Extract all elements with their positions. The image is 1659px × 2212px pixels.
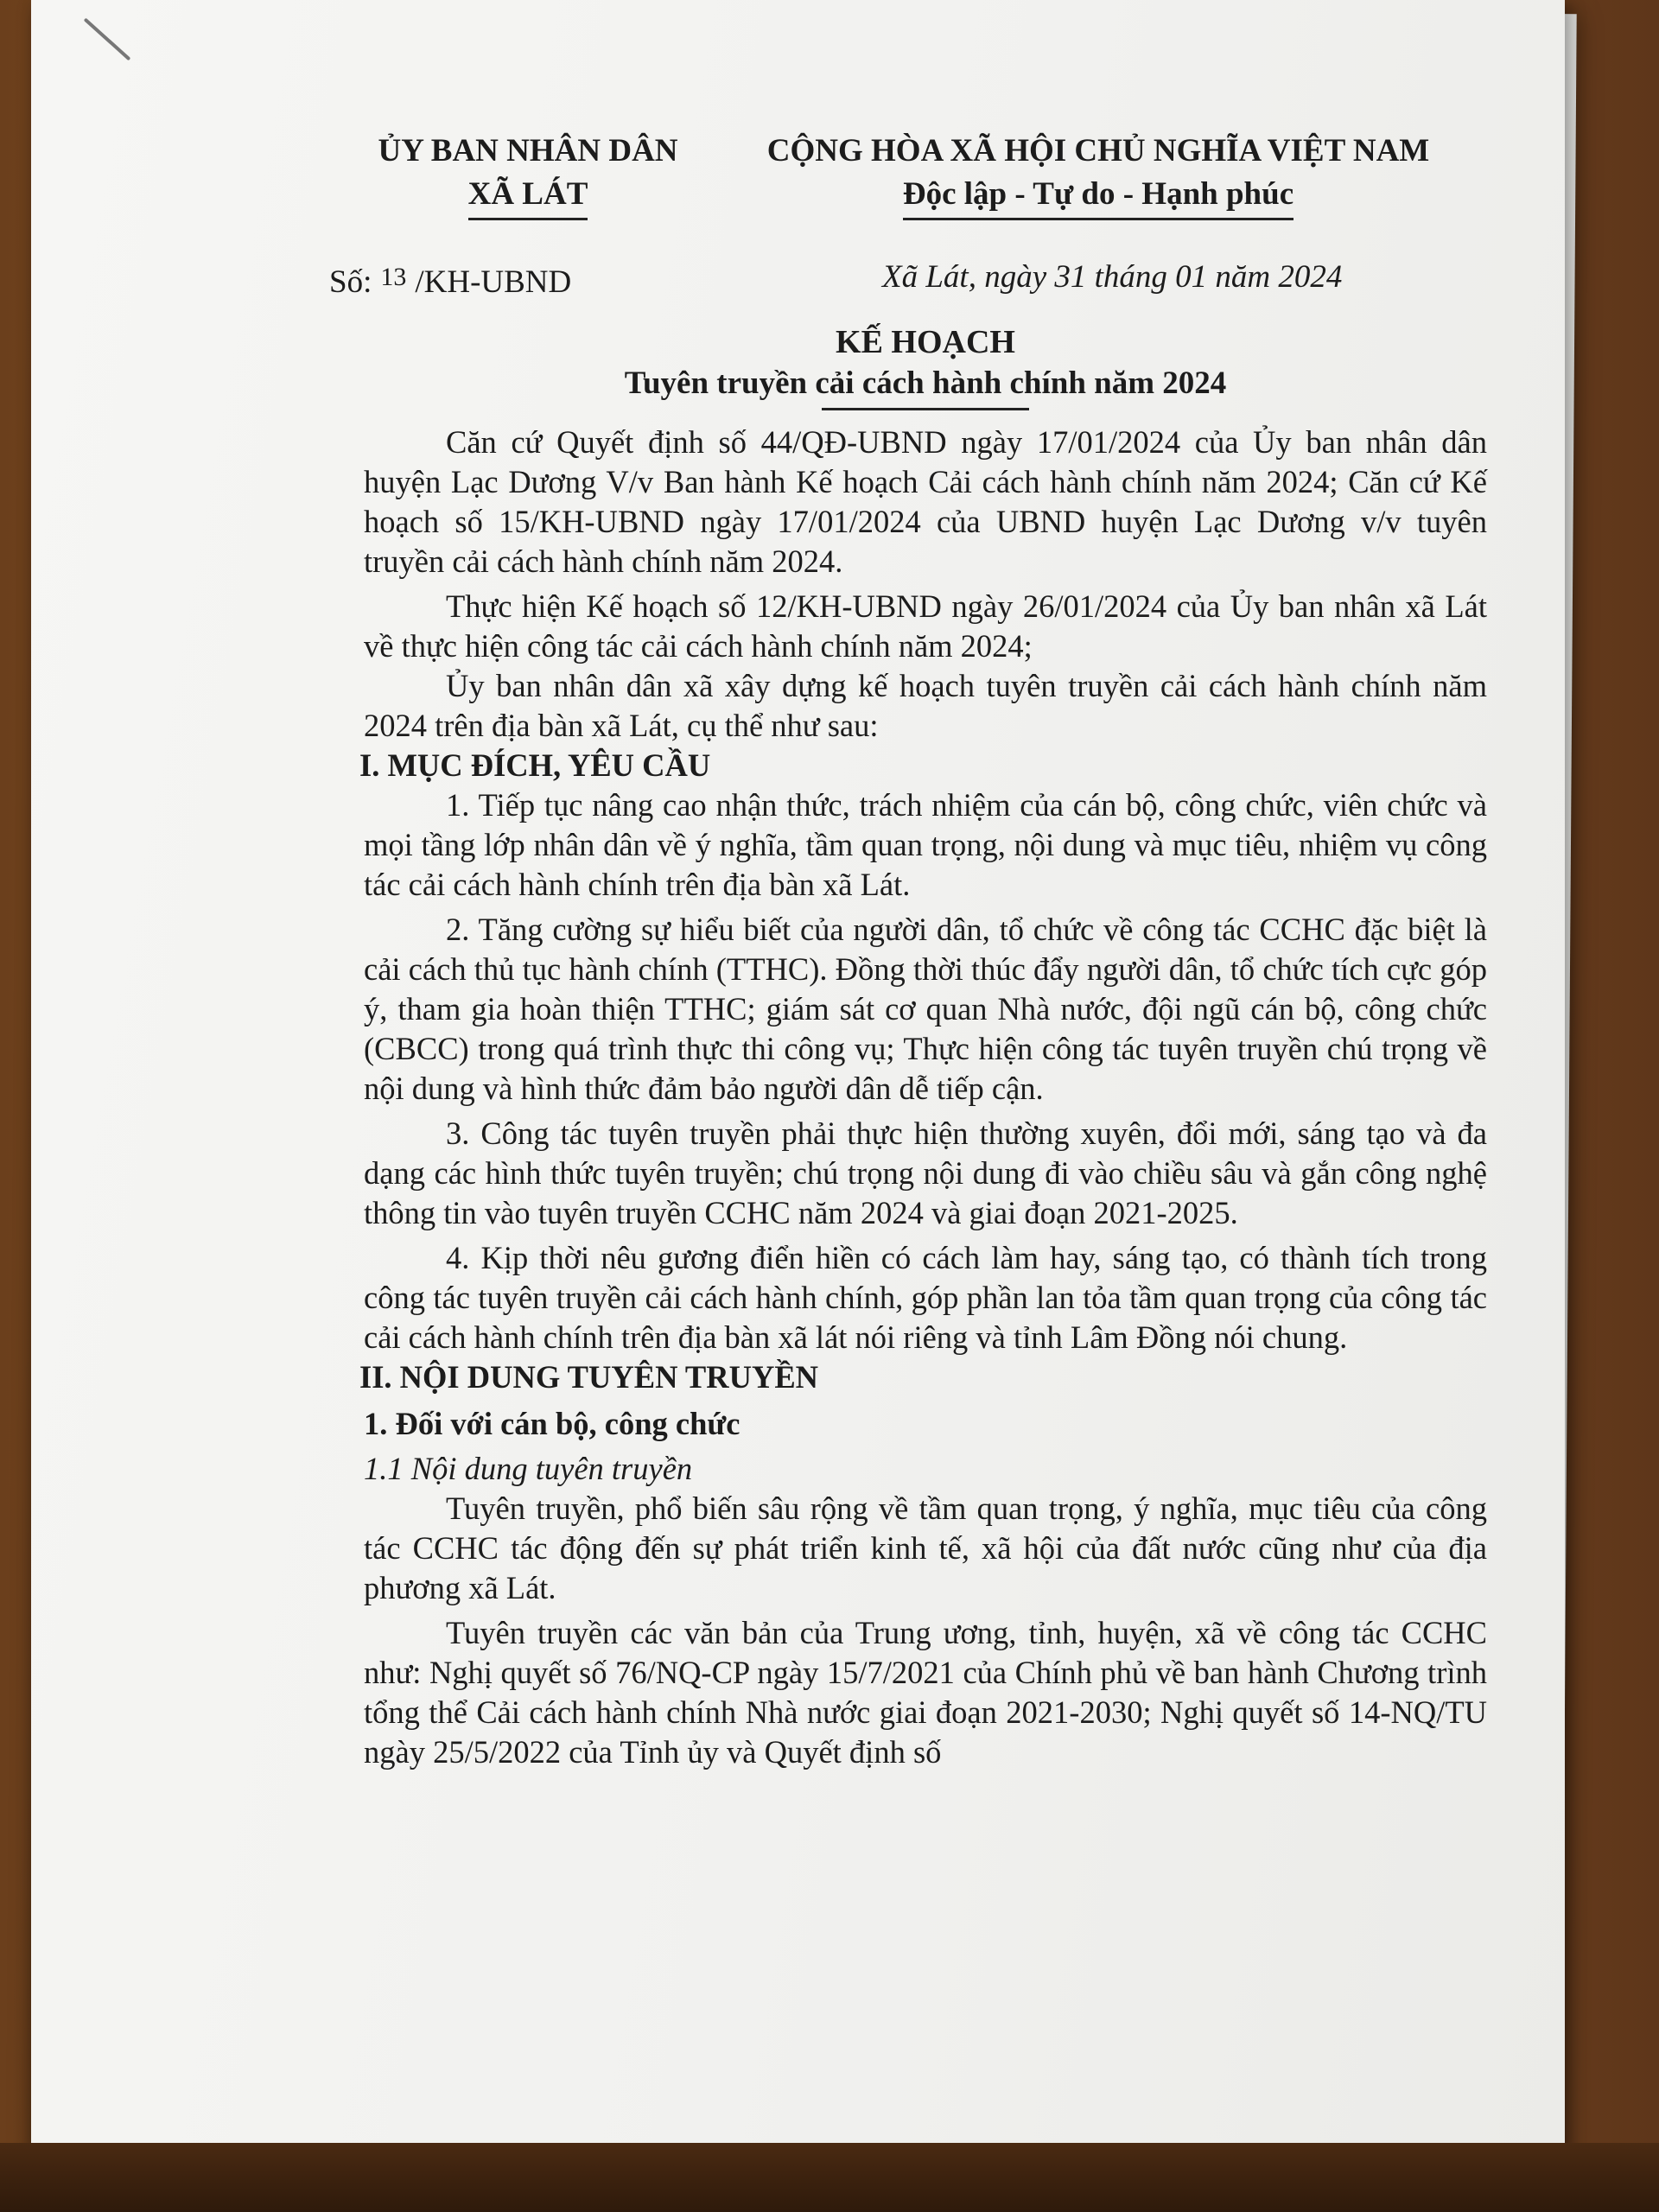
national-title bbox=[692, 130, 1504, 220]
section2-paragraph-2: Tuyên truyền các văn bản của Trung ương, tỉnh, huyện, xã về công tác CCHC như: Nghị quyết số 76/NQ-CP ngày 15/7/2021 của Chính phủ về ban hành Chương trình tổng thể Cải cách hành chính Nhà nước giai đoạn 2021-2030; Nghị quyết số 14-NQ/TU ngày 25/5/2022 của Tỉnh ủy và Quyết định số bbox=[364, 1615, 1487, 1770]
section2-paragraph-1: Tuyên truyền, phổ biến sâu rộng về tầm quan trọng, ý nghĩa, mục tiêu của công tác CCHC tác động đến sự phát triển kinh tế, xã hội của đất nước cũng như của địa phương xã Lát. bbox=[364, 1491, 1487, 1605]
document-page bbox=[31, 0, 1565, 2152]
section2-subheading-1-1: 1.1 Nội dung tuyên truyền bbox=[364, 1451, 693, 1486]
title-block bbox=[364, 321, 1487, 410]
document-header bbox=[329, 130, 1487, 302]
staple-mark bbox=[84, 18, 131, 61]
doc-number-value: 13 bbox=[380, 263, 407, 291]
section2-subheading-1: 1. Đối với cán bộ, công chức bbox=[364, 1406, 741, 1441]
doc-number-prefix: Số: bbox=[329, 264, 372, 300]
nation-line-2: Độc lập - Tự do - Hạnh phúc bbox=[903, 173, 1294, 220]
document-title: KẾ HOẠCH bbox=[836, 324, 1015, 360]
document-subtitle: Tuyên truyền cải cách hành chính năm 2024 bbox=[624, 365, 1227, 401]
section1-item-4: 4. Kịp thời nêu gương điển hiền có cách làm hay, sáng tạo, có thành tích trong công tác tuyên truyền cải cách hành chính, góp phần lan tỏa tầm quan trọng của công tác cải cách hành chính trên địa bàn xã lát nói riêng và tỉnh Lâm Đồng nói chung. bbox=[364, 1240, 1487, 1355]
nation-line-1: CỘNG HÒA XÃ HỘI CHỦ NGHĨA VIỆT NAM bbox=[766, 133, 1430, 168]
doc-number-suffix: /KH-UBND bbox=[415, 264, 572, 300]
document-content bbox=[329, 130, 1487, 1772]
agency-line-2: XÃ LÁT bbox=[468, 173, 588, 220]
title-underline bbox=[822, 408, 1029, 410]
table-surface bbox=[0, 2143, 1659, 2212]
paragraph-legal-basis: Căn cứ Quyết định số 44/QĐ-UBND ngày 17/01/2024 của Ủy ban nhân dân huyện Lạc Dương V/v Ban hành Kế hoạch Cải cách hành chính năm 2024; Căn cứ Kế hoạch số 15/KH-UBND ngày 17/01/2024 của UBND huyện Lạc Dương v/v tuyên truyền cải cách hành chính năm 2024. bbox=[364, 424, 1487, 579]
place-date: Xã Lát, ngày 31 tháng 01 năm 2024 bbox=[882, 259, 1343, 295]
document-number bbox=[329, 257, 571, 302]
section1-item-3: 3. Công tác tuyên truyền phải thực hiện thường xuyên, đổi mới, sáng tạo và đa dạng các hình thức tuyên truyền; chú trọng nội dung đi vào chiều sâu và gắn công nghệ thông tin vào tuyên truyền CCHC năm 2024 và giai đoạn 2021-2025. bbox=[364, 1116, 1487, 1230]
agency-line-1: ỦY BAN NHÂN DÂN bbox=[378, 133, 678, 168]
section-heading-1: I. MỤC ĐÍCH, YÊU CẦU bbox=[359, 747, 711, 783]
section1-item-2: 2. Tăng cường sự hiểu biết của người dân, tổ chức về công tác CCHC đặc biệt là cải cách thủ tục hành chính (TTHC). Đồng thời thúc đẩy người dân, tổ chức tích cực góp ý, tham gia hoàn thiện TTHC; giám sát cơ quan Nhà nước, đội ngũ cán bộ, công chức (CBCC) trong quá trình thực thi công vụ; Thực hiện công tác tuyên truyền chú trọng về nội dung và hình thức đảm bảo người dân dễ tiếp cận. bbox=[364, 912, 1487, 1106]
paragraph-intro: Ủy ban nhân dân xã xây dựng kế hoạch tuyên truyền cải cách hành chính năm 2024 trên địa bàn xã Lát, cụ thể như sau: bbox=[364, 668, 1487, 743]
issuing-agency bbox=[329, 130, 727, 220]
paragraph-implementation: Thực hiện Kế hoạch số 12/KH-UBND ngày 26/01/2024 của Ủy ban nhân xã Lát về thực hiện công tác cải cách hành chính năm 2024; bbox=[364, 588, 1487, 664]
section-heading-2: II. NỘI DUNG TUYÊN TRUYỀN bbox=[359, 1359, 819, 1395]
section1-item-1: 1. Tiếp tục nâng cao nhận thức, trách nhiệm của cán bộ, công chức, viên chức và mọi tầng lớp nhân dân về ý nghĩa, tầm quan trọng, nội dung và mục tiêu, nhiệm vụ công tác cải cách hành chính trên địa bàn xã Lát. bbox=[364, 787, 1487, 902]
